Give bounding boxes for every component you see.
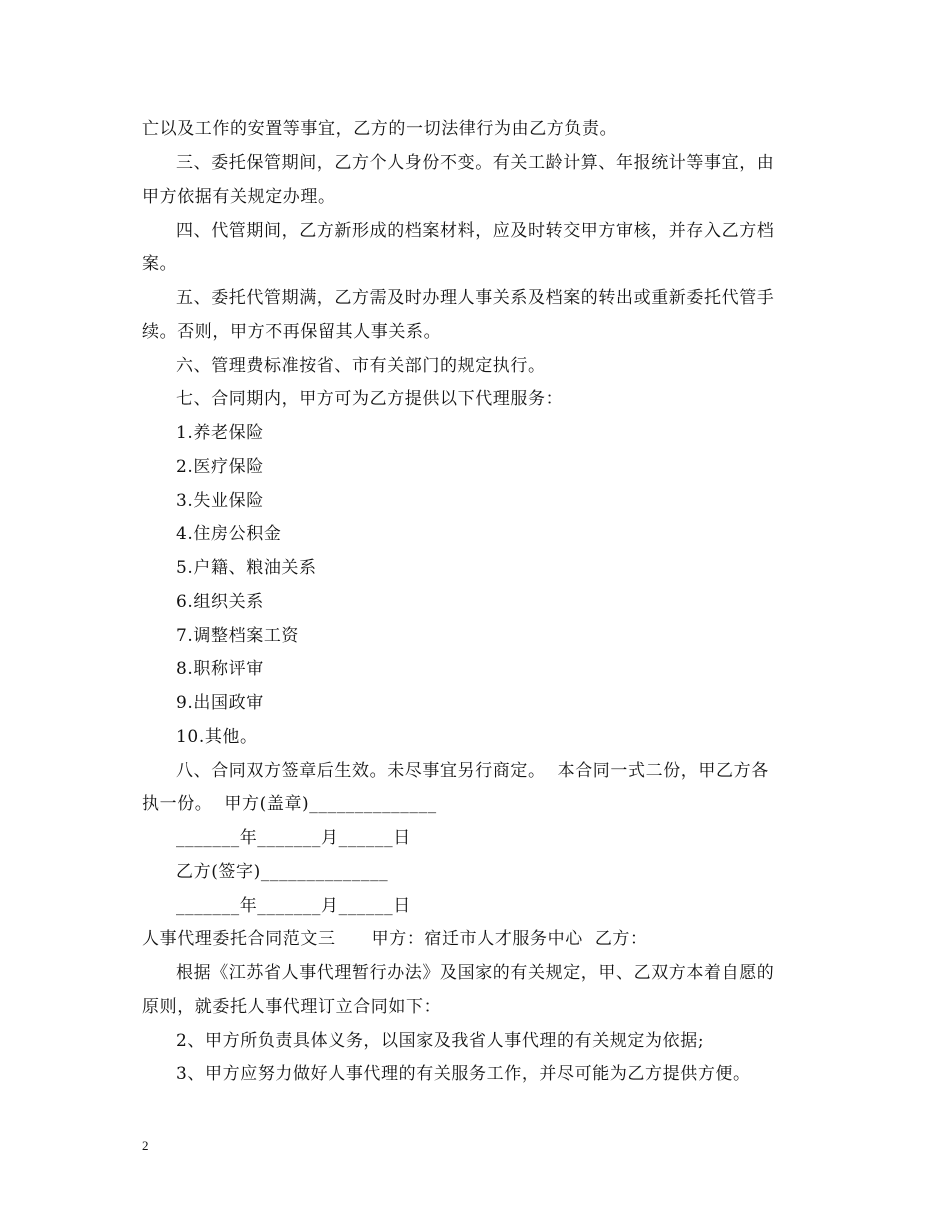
- text-line-3: 甲方依据有关规定办理。: [142, 187, 336, 207]
- list-item-3: 3.失业保险: [176, 491, 264, 511]
- signature-line-party-b: 乙方(签字)______________: [176, 862, 389, 882]
- list-item-1: 1.养老保险: [176, 423, 264, 443]
- list-item-10: 10.其他。: [176, 727, 258, 747]
- section-heading-line: 人事代理委托合同范文三 甲方：宿迁市人才服务中心 乙方：: [142, 929, 648, 949]
- text-line-26: 根据《江苏省人事代理暂行办法》及国家的有关规定，甲、乙双方本着自愿的: [176, 963, 775, 983]
- list-item-9: 9.出国政审: [176, 693, 264, 713]
- text-line-27: 原则，就委托人事代理订立合同如下：: [142, 997, 442, 1017]
- list-item-4: 4.住房公积金: [176, 524, 282, 544]
- list-item-6: 6.组织关系: [176, 592, 264, 612]
- signature-line-party-a: 执一份。 甲方(盖章)______________: [142, 794, 437, 814]
- text-line-6: 五、委托代管期满，乙方需及时办理人事关系及档案的转出或重新委托代管手: [176, 288, 775, 308]
- date-line-party-a: _______年_______月______日: [176, 828, 411, 848]
- text-line-9: 七、合同期内，甲方可为乙方提供以下代理服务：: [176, 389, 564, 409]
- text-line-8: 六、管理费标准按省、市有关部门的规定执行。: [176, 356, 546, 376]
- list-item-2: 2.医疗保险: [176, 457, 264, 477]
- text-line-28: 2、甲方所负责具体义务，以国家及我省人事代理的有关规定为依据;: [176, 1031, 705, 1051]
- text-line-29: 3、甲方应努力做好人事代理的有关服务工作，并尽可能为乙方提供方便。: [176, 1064, 751, 1084]
- text-line-2: 三、委托保管期间，乙方个人身份不变。有关工龄计算、年报统计等事宜，由: [176, 153, 775, 173]
- text-line-5: 案。: [142, 254, 178, 274]
- text-line-4: 四、代管期间，乙方新形成的档案材料，应及时转交甲方审核，并存入乙方档: [176, 221, 775, 241]
- list-item-8: 8.职称评审: [176, 659, 264, 679]
- text-line-7: 续。否则，甲方不再保留其人事关系。: [142, 322, 442, 342]
- list-item-5: 5.户籍、粮油关系: [176, 558, 317, 578]
- text-line-20: 八、合同双方签章后生效。未尽事宜另行商定。 本合同一式二份，甲乙方各: [176, 761, 769, 781]
- text-line-1: 亡以及工作的安置等事宜，乙方的一切法律行为由乙方负责。: [142, 119, 618, 139]
- date-line-party-b: _______年_______月______日: [176, 896, 411, 916]
- page-number: 2: [142, 1138, 149, 1153]
- list-item-7: 7.调整档案工资: [176, 626, 300, 646]
